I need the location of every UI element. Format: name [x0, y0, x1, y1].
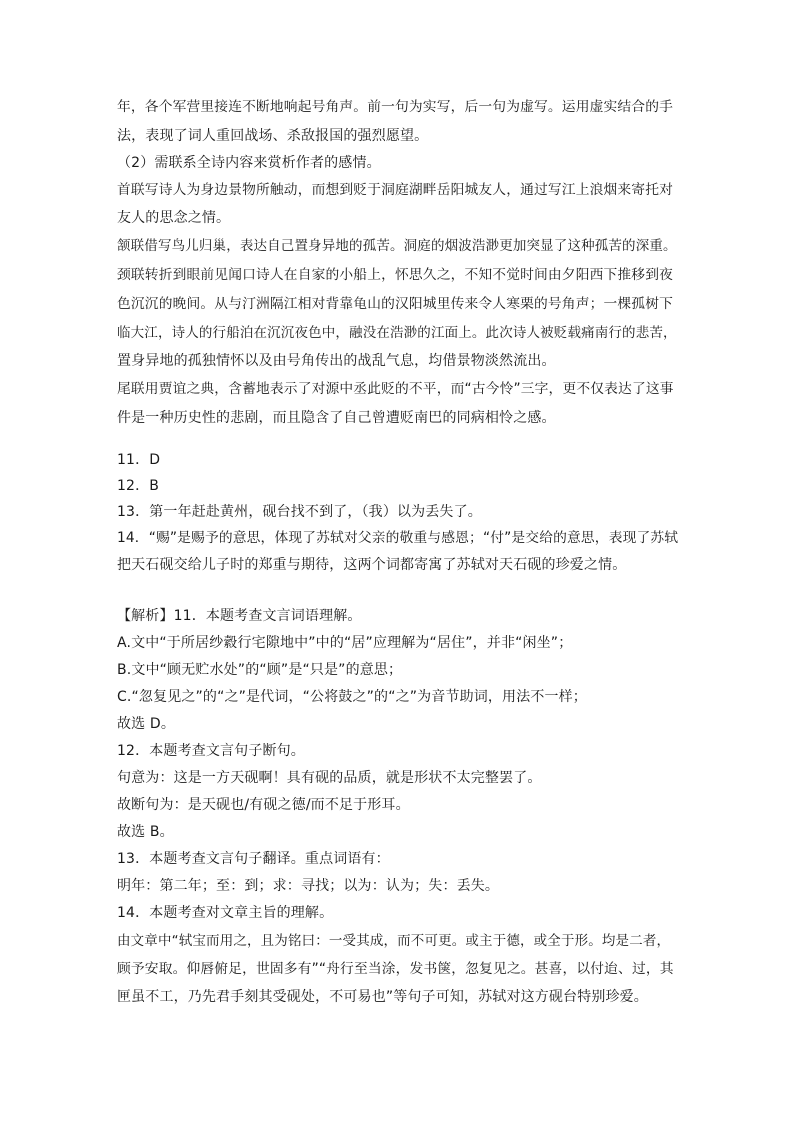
- text-line: 颈联转折到眼前见闻口诗人在自家的小船上，怀思久之，不知不觉时间由夕阳西下推移到夜: [117, 267, 674, 283]
- text-line: 色沉沉的晚间。从与汀洲隔江相对背靠龟山的汉阳城里传来令人寒栗的号角声；一棵孤树下: [117, 296, 674, 312]
- analysis-line: A.文中“于所居纱縠行宅隙地中”中的“居”应理解为“居住”，并非“闲坐”；: [117, 635, 573, 651]
- text-line: 友人的思念之情。: [117, 210, 231, 226]
- text-line: 临大江，诗人的行船泊在沉沉夜色中，融没在浩渺的江面上。此次诗人被贬载痛南行的悲苦，: [117, 325, 677, 341]
- analysis-line: 句意为：这是一方天砚啊！具有砚的品质，就是形状不太完整罢了。: [117, 770, 542, 786]
- answer-14: 14．“赐”是赐予的意思，体现了苏轼对父亲的敬重与感恩；“付”是交给的意思，表现了苏轼: [117, 530, 679, 546]
- analysis-line: 明年：第二年；至：到；求：寻找；以为：认为；失：丢失。: [117, 878, 500, 894]
- answers-section: [117, 447, 677, 579]
- analysis-heading: 【解析】11．本题考查文言词语理解。: [117, 608, 362, 624]
- analysis-heading: 13．本题考查文言句子翻译。重点词语有：: [117, 851, 390, 867]
- text-line: 年，各个军营里接连不断地响起号角声。前一句为实写，后一句为虚写。运用虚实结合的手: [117, 99, 674, 115]
- analysis-line: B.文中“顾无贮水处”的“顾”是“只是”的意思；: [117, 662, 403, 678]
- poem-analysis-section: [117, 93, 677, 433]
- sub-question-heading: （2）需联系全诗内容来赏析作者的感情。: [117, 155, 381, 171]
- text-line: 件是一种历史性的悲剧，而且隐含了自己曾遭贬南巴的同病相怜之感。: [117, 410, 556, 426]
- analysis-heading: 14．本题考查对文章主旨的理解。: [117, 905, 334, 921]
- analysis-line: 匣虽不工，乃先君手刻其受砚处，不可易也”等句子可知，苏轼对这方砚台特别珍爱。: [117, 989, 648, 1005]
- analysis-line: 故断句为：是天砚也/有砚之德/而不足于形耳。: [117, 797, 410, 813]
- analysis-line: 由文章中“轼宝而用之，且为铭曰：一受其成，而不可更。或主于德，或全于形。均是二者，: [117, 933, 671, 949]
- answer-12: 12．B: [117, 478, 160, 494]
- text-line: 首联写诗人为身边景物所触动，而想到贬于洞庭湖畔岳阳城友人，通过写江上浪烟来寄托对: [117, 182, 674, 198]
- analysis-heading: 12．本题考查文言句子断句。: [117, 743, 305, 759]
- text-line: 法，表现了词人重回战场、杀敌报国的强烈愿望。: [117, 128, 429, 144]
- analysis-line: 顾予安取。仰唇俯足，世固多有”“舟行至当涂，发书箧，忽复见之。甚喜，以付迨、过，其: [117, 961, 674, 977]
- analysis-line: C.“忽复见之”的“之”是代词，“公将鼓之”的“之”为音节助词，用法不一样；: [117, 689, 587, 705]
- text-line: 尾联用贾谊之典，含蓄地表示了对源中丞此贬的不平，而“古今怜”三字，更不仅表达了这事: [117, 381, 674, 397]
- analysis-line: 故选 B。: [117, 824, 174, 840]
- text-line: 置身异地的孤独情怀以及由号角传出的战乱气息，均借景物淡然流出。: [117, 353, 556, 369]
- analysis-line: 故选 D。: [117, 716, 175, 732]
- answer-11: 11．D: [117, 452, 161, 468]
- text-line: 颔联借写鸟儿归巢，表达自己置身异地的孤苦。洞庭的烟波浩渺更加突显了这种孤苦的深重。: [117, 238, 677, 254]
- answer-14-continued: 把天石砚交给儿子时的郑重与期待，这两个词都寄寓了苏轼对天石砚的珍爱之情。: [117, 557, 627, 573]
- answer-13: 13．第一年赶赴黄州，砚台找不到了，（我）以为丢失了。: [117, 504, 482, 520]
- analysis-section: [117, 603, 677, 1011]
